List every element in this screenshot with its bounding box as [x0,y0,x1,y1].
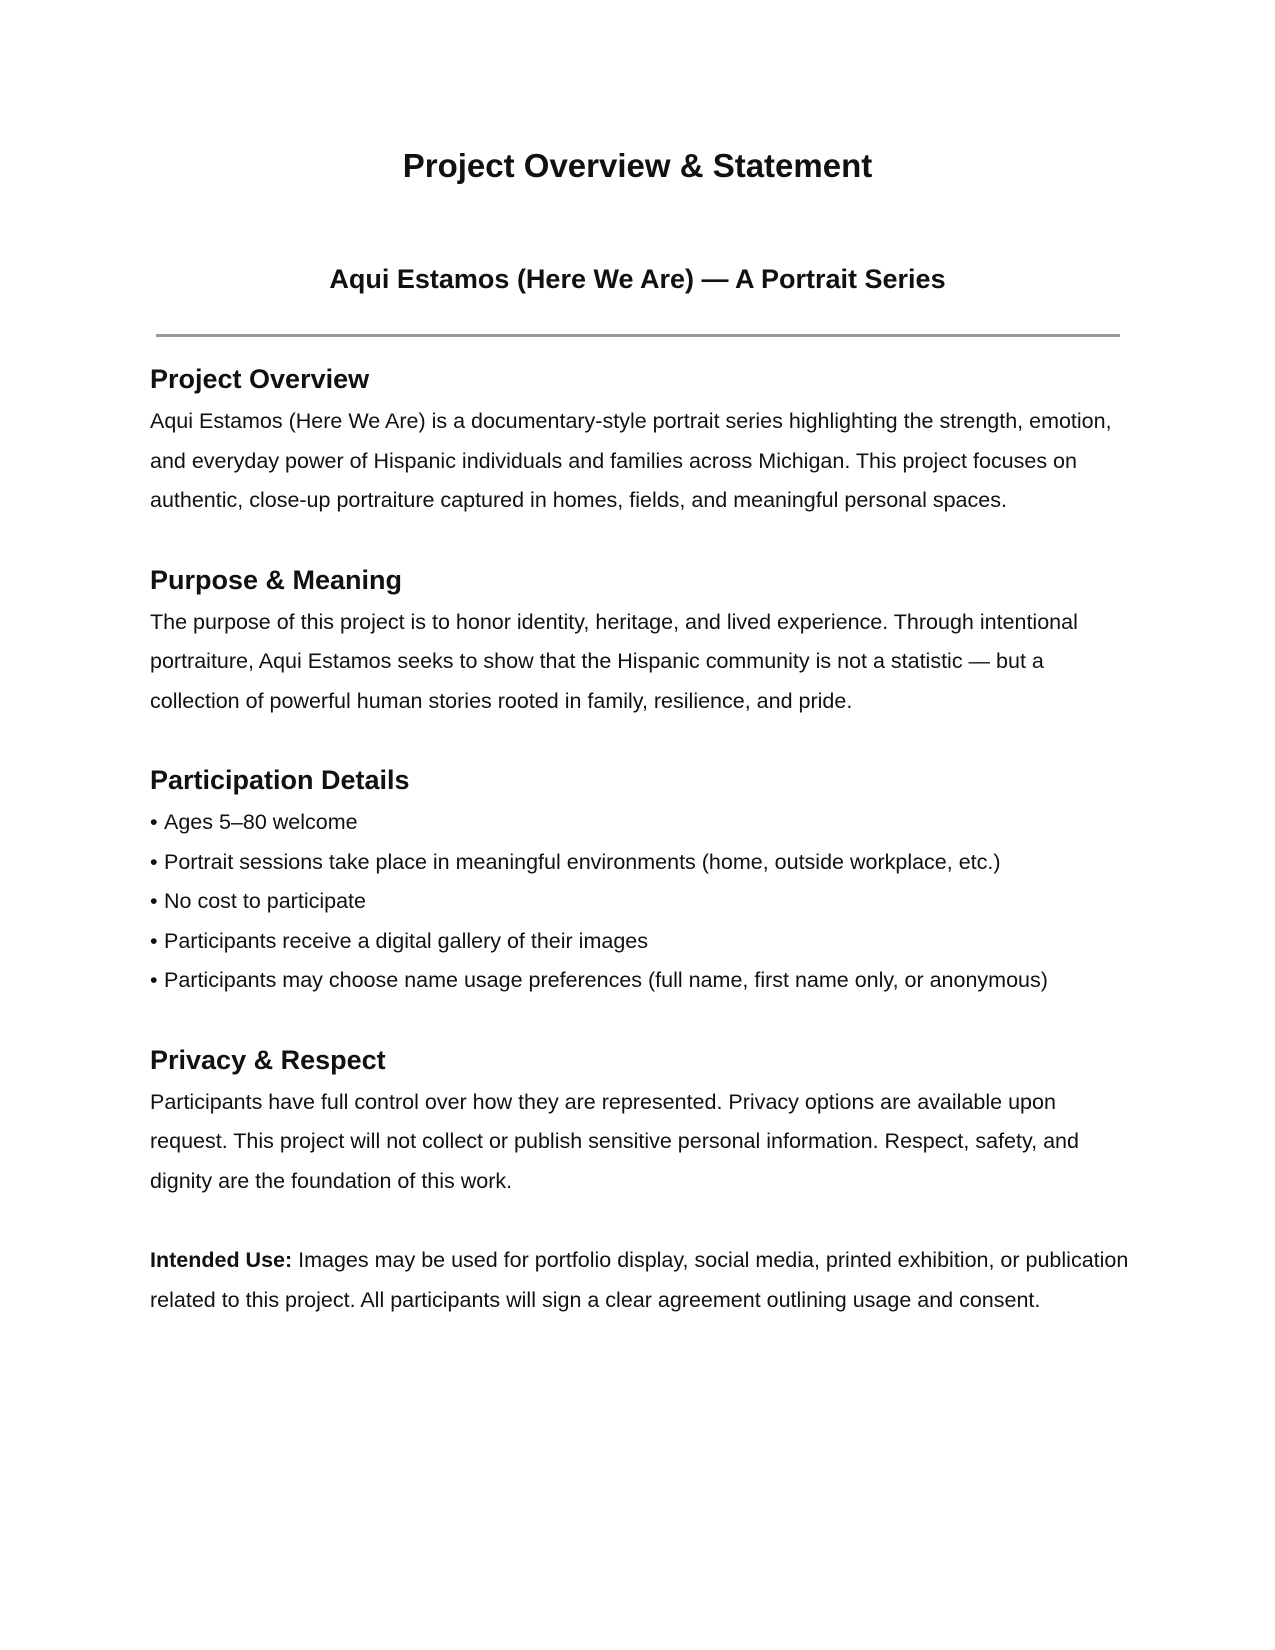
bullet-icon: • [150,889,158,913]
intended-use-label: Intended Use: [150,1248,293,1272]
section-privacy-respect [150,1041,1130,1202]
list-item-text: Portrait sessions take place in meaningful environments (home, outside workplace, etc.) [164,849,1001,874]
section-heading: Privacy & Respect [150,1044,386,1075]
section-participation-details [150,761,1130,1001]
section-heading: Participation Details [150,765,410,795]
section-paragraph: The purpose of this project is to honor identity, heritage, and lived experience. Through intentional portraiture, Aqui Estamos seeks to show that the Hispanic community is not a statistic — but a collection of powerful human stories rooted in family, resilience, and pride. [150,609,1078,713]
section-paragraph: Aqui Estamos (Here We Are) is a documentary-style portrait series highlighting the strength, emotion, and everyday power of Hispanic individuals and families across Michigan. This project focuses on authentic, close-up portraiture captured in homes, fields, and meaningful personal spaces. [150,409,1112,512]
list-item-text: Ages 5–80 welcome [164,810,358,834]
list-item [150,922,1130,962]
section-heading: Project Overview [150,364,370,394]
bullet-icon: • [150,849,158,874]
list-item-text: Participants receive a digital gallery of their images [164,928,648,953]
list-item [150,961,1130,1001]
list-item [150,882,1130,922]
document-title: Project Overview & Statement [402,147,873,184]
section-project-overview [150,360,1130,521]
intended-use-paragraph [150,1241,1130,1320]
section-paragraph: Participants have full control over how they are represented. Privacy options are available upon request. This project will not collect or publish sensitive personal information. Respect, safety, and dignity are the foundation of this work. [150,1089,1079,1193]
list-item [150,803,1130,843]
participation-list [150,803,1130,1001]
document-subtitle: Aqui Estamos (Here We Are) — A Portrait Series [329,264,946,294]
intended-use-text: Images may be used for portfolio display, social media, printed exhibition, or publication related to this project. All participants will sign a clear agreement outlining usage and consent. [150,1248,1129,1312]
horizontal-divider [156,334,1120,337]
list-item-text: Participants may choose name usage preferences (full name, first name only, or anonymous) [164,968,1048,992]
bullet-icon: • [150,928,158,953]
list-item [150,843,1130,883]
list-item-text: No cost to participate [164,889,366,913]
section-purpose-meaning [150,561,1130,722]
bullet-icon: • [150,810,158,834]
bullet-icon: • [150,968,158,992]
document-body [150,360,1130,1320]
section-heading: Purpose & Meaning [150,564,403,595]
